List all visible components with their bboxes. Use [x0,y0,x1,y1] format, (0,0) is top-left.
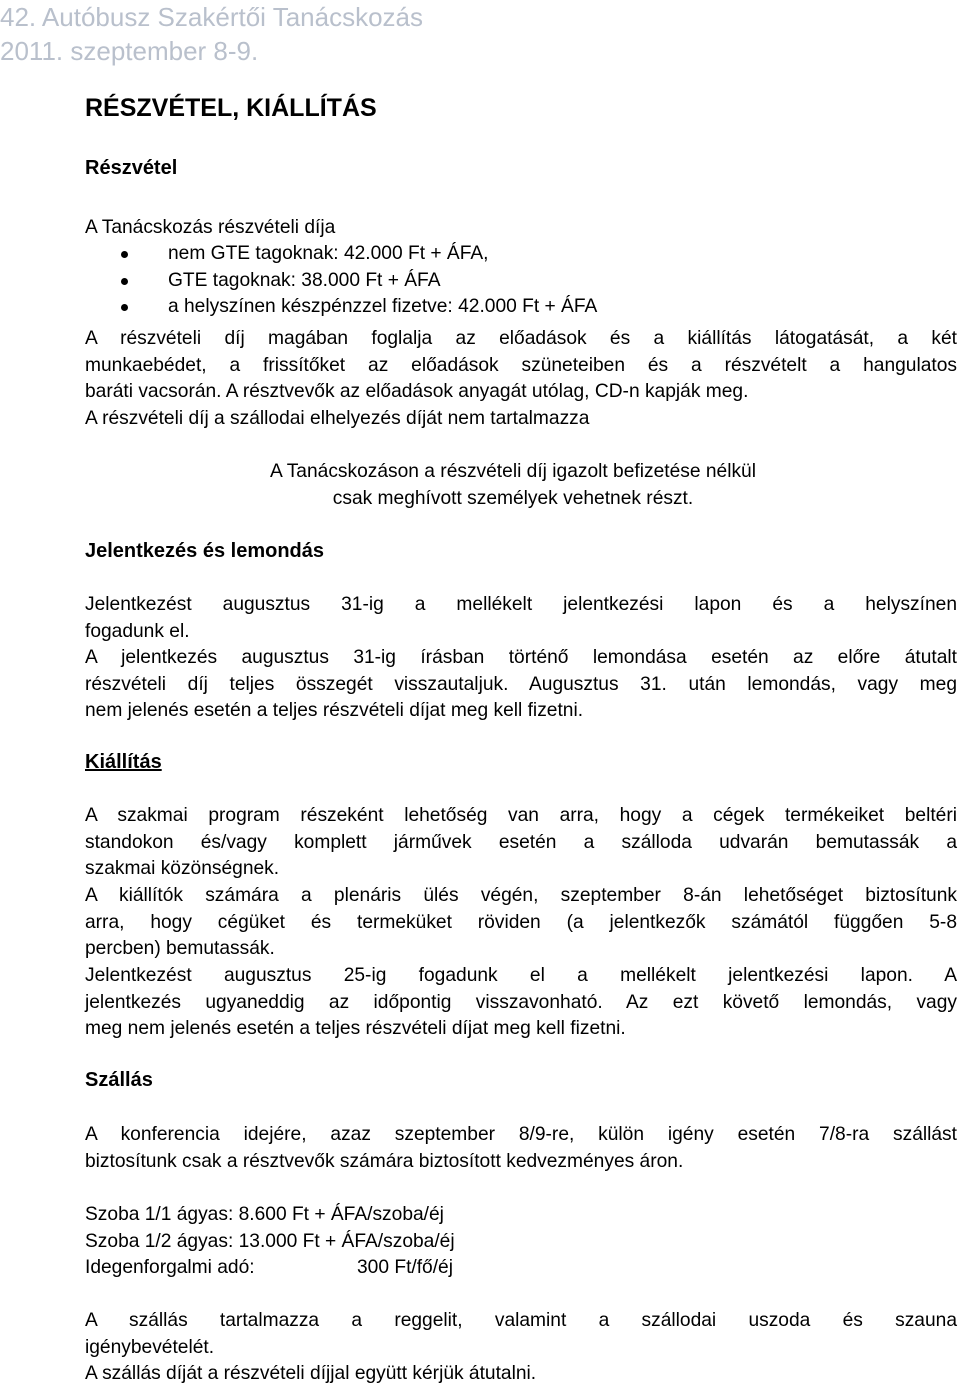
fee-list [85,241,957,321]
accommodation-paragraph-2 [85,1308,957,1388]
section-heading-registration: Jelentkezés és lemondás [85,540,325,562]
paragraph-line: szakmai közönségnek. [85,858,280,879]
tourist-tax-label: Idegenforgalmi adó: [85,1257,255,1278]
accommodation-paragraph-1 [85,1122,957,1175]
watermark-line-2: 2011. szeptember 8-9. [0,36,259,66]
page-title: RÉSZVÉTEL, KIÁLLÍTÁS [85,94,377,122]
price-double: Szoba 1/2 ágyas: 13.000 Ft + ÁFA/szoba/éj [85,1230,455,1252]
paragraph-line: munkaebédet, a frissítőket az előadások szüneteiben és a részvételt a hangulatos [85,354,957,376]
participation-paragraph [85,326,957,406]
paragraph-line: percben) bemutassák. [85,938,275,959]
notice-line: csak meghívott személyek vehetnek részt. [332,487,694,509]
paragraph-line: standokon és/vagy komplett járművek esetén a szálloda udvarán bemutassák a [85,831,957,853]
section-heading-exhibition: Kiállítás [85,751,162,773]
exhibition-paragraph-2 [85,883,957,963]
notice-line: A Tanácskozáson a részvételi díj igazolt befizetése nélkül [269,461,756,482]
list-item: a helyszínen készpénzzel fizetve: 42.000 Ft + ÁFA [85,294,957,321]
paragraph-line: baráti vacsorán. A résztvevők az előadások anyagát utólag, CD-n kapják meg. [85,381,749,402]
list-item: GTE tagoknak: 38.000 Ft + ÁFA [85,268,957,295]
exhibition-paragraph-3 [85,963,957,1043]
paragraph-line: A szakmai program részeként lehetőség van arra, hogy a cégek termékeiket beltéri [85,805,957,826]
paragraph-line: igénybevételét. [85,1336,215,1358]
watermark-line-1: 42. Autóbusz Szakértői Tanácskozás [0,2,423,32]
paragraph-line: A részvételi díj magában foglalja az előadások és a kiállítás látogatását, a két [85,328,957,349]
tourist-tax-row [85,1255,455,1282]
paragraph-line: arra, hogy cégüket és termeküket röviden (a jelentkezők számától függően 5-8 [85,911,957,933]
paragraph-line: biztosítunk csak a résztvevők számára biztosított kedvezményes áron. [85,1150,684,1172]
list-item: nem GTE tagoknak: 42.000 Ft + ÁFA, [85,241,957,268]
invitation-notice [145,459,881,512]
registration-paragraph-1 [85,592,957,645]
header-watermark [0,0,423,68]
paragraph-line: fogadunk el. [85,620,190,642]
paragraph-line: A konferencia idejére, azaz szeptember 8/9-re, külön igény esetén 7/8-ra szállást [85,1124,957,1145]
tourist-tax-value: 300 Ft/fő/éj [357,1257,453,1278]
fee-intro: A Tanácskozás részvételi díja [85,217,336,238]
hotel-note: A részvételi díj a szállodai elhelyezés díját nem tartalmazza [85,408,590,429]
price-single: Szoba 1/1 ágyas: 8.600 Ft + ÁFA/szoba/éj [85,1204,444,1225]
paragraph-line: A jelentkezés augusztus 31-ig írásban történő lemondása esetén az előre átutalt [85,647,957,668]
section-heading-accommodation: Szállás [85,1069,153,1091]
price-list [85,1202,455,1282]
paragraph-line: részvételi díj teljes összegét visszautaljuk. Augusztus 31. után lemondás, vagy meg [85,673,957,695]
section-heading-participation: Részvétel [85,157,178,179]
paragraph-line: Jelentkezést augusztus 31-ig a mellékelt jelentkezési lapon és a helyszínen [85,594,957,615]
paragraph-line: meg nem jelenés esetén a teljes részvételi díjat meg kell fizetni. [85,1018,626,1039]
registration-paragraph-2 [85,645,957,725]
paragraph-line: A szállás díját a részvételi díjjal együtt kérjük átutalni. [85,1363,537,1384]
paragraph-line: nem jelenés esetén a teljes részvételi díjat meg kell fizetni. [85,700,584,721]
paragraph-line: A kiállítók számára a plenáris ülés végén, szeptember 8-án lehetőséget biztosítunk [85,885,957,906]
paragraph-line: jelentkezés ugyaneddig az időpontig visszavonható. Az ezt követő lemondás, vagy [85,991,957,1013]
paragraph-line: Jelentkezést augusztus 25-ig fogadunk el a mellékelt jelentkezési lapon. A [85,965,957,986]
paragraph-line: A szállás tartalmazza a reggelit, valamint a szállodai uszoda és szauna [85,1310,957,1331]
exhibition-paragraph-1 [85,803,957,883]
